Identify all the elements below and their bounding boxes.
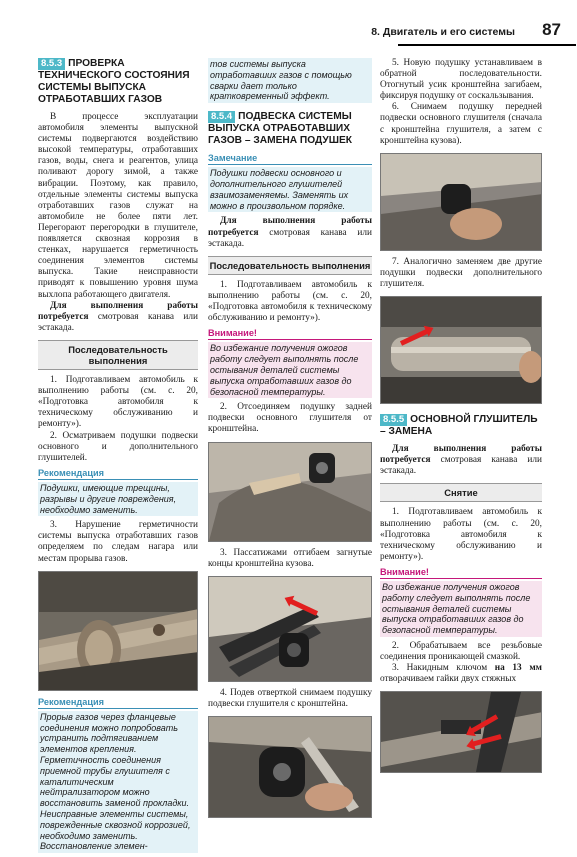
column-3: [380, 58, 542, 779]
rubber-mount-image: [209, 443, 372, 541]
note-text: Подушки подвески основного и дополнительного глушителей взаимозаменяемы. Заменять их можно в произвольном порядке.: [208, 167, 372, 212]
section-number: 8.5.5: [380, 414, 407, 426]
front-mount-image: [381, 154, 542, 250]
section-title: ОСНОВНОЙ ГЛУШИТЕЛЬ – ЗАМЕНА: [380, 414, 538, 438]
step-3: 3. Накидным ключом на 13 мм отворачиваем гайки двух стяжных: [380, 663, 542, 685]
section-heading-853: [38, 58, 198, 106]
recommendation-2-label: Рекомендация: [38, 697, 198, 709]
step-5: 5. Новую подушку устанавливаем в обратной последовательности. Отогнутый усик кронштейна загибаем, фиксируя подушку от соскальзывания.: [380, 58, 542, 102]
requirements-paragraph: Для выполнения работы потребуется смотровая канава или эстакада.: [208, 216, 372, 249]
page-number: 87: [542, 20, 561, 39]
section-number: 8.5.4: [208, 111, 235, 123]
recommendation-label: Рекомендация: [38, 468, 198, 480]
step-4: 4. Подев отверткой снимаем подушку подвески глушителя с кронштейна.: [208, 687, 372, 709]
chapter-title: 8. Двигатель и его системы: [371, 26, 515, 38]
sequence-heading: Последовательность выполнения: [38, 340, 198, 370]
step-2: 2. Обрабатываем все резьбовые соединения проникающей смазкой.: [380, 640, 542, 663]
clamp-photo: [380, 691, 542, 773]
page-header: [0, 20, 577, 42]
requirements-paragraph: Для выполнения работы потребуется смотровая канава или эстакада.: [38, 300, 198, 333]
continued-recommendation: тов системы выпуска отработавших газов с помощью сварки дает только кратковременный эффект.: [208, 58, 372, 103]
step-1: 1. Подготавливаем автомобиль к выполнению работы (см. с. 20, «Подготовка автомобиля к техническому обслуживанию и ремонту»).: [208, 279, 372, 324]
section-title: ПРОВЕРКА ТЕХНИЧЕСКОГО СОСТОЯНИЯ СИСТЕМЫ ВЫПУСКА ОТРАБОТАВШИХ ГАЗОВ: [38, 58, 190, 105]
screwdriver-image: [209, 717, 372, 817]
warning-text: Во избежание получения ожогов работу следует выполнять после остывания деталей системы выпуска отработавших газов до безопасной температуры.: [208, 342, 372, 398]
section-heading-855: [380, 414, 542, 438]
step-1: 1. Подготавливаем автомобиль к выполнению работы (см. с. 20, «Подготовка автомобиля к техническому обслуживанию и ремонту»).: [38, 375, 198, 430]
section-number: 8.5.3: [38, 58, 65, 70]
muffler-photo: [380, 296, 542, 404]
recommendation-2-text: Прорыв газов через фланцевые соединения можно попробовать устранить подтягиванием элементов крепления. Герметичность соединения приемной трубы глушителя с каталитическим нейтрализатором можно восстановить заменой прокладки. Неисправные элементы системы, поврежденные сквозной коррозией, необходимо заменить. Восстановление элемен-: [38, 711, 198, 853]
removal-heading: Снятие: [380, 483, 542, 502]
step-3: 3. Нарушение герметичности системы выпуска отработавших газов определяем по следам нагара или местам прорыва газов.: [38, 520, 198, 564]
step-3: 3. Пассатижами отгибаем загнутые концы кронштейна кузова.: [208, 547, 372, 569]
intro-paragraph: В процессе эксплуатации автомобиля элементы выпускной системы подвергаются воздействию высокой температуры, отработавших газов, воды, снега и реагентов, улица поливают дорогу зимой, а также вибрации. Поэтому, как правило, отдельные элементы системы выпуска отработавших газов служат на автомобиле не более пяти лет. Перегорают перегородки в глушителе, появляется сквозная коррозия в стенках, нарушается герметичность соединения элементов системы выпуска. Такие неисправности приводят к повышению уровня шума выхлопа работающего двигателя.: [38, 112, 198, 300]
screwdriver-photo: [208, 716, 372, 818]
requirements-paragraph: Для выполнения работы потребуется смотровая канава или эстакада.: [380, 444, 542, 477]
pliers-image: [209, 577, 372, 681]
step-7: 7. Аналогично заменяем две другие подушки подвески дополнительного глушителя.: [380, 256, 542, 289]
header-rule: [398, 44, 576, 46]
front-mount-photo: [380, 153, 542, 251]
section-heading-854: [208, 111, 372, 147]
column-2: [208, 58, 372, 824]
warning-label: Внимание!: [208, 328, 372, 340]
clamp-image: [381, 692, 542, 772]
warning-label: Внимание!: [380, 567, 542, 579]
exhaust-pipe-image: [39, 572, 198, 690]
rubber-mount-photo: [208, 442, 372, 542]
recommendation-text: Подушки, имеющие трещины, разрывы и другие повреждения, необходимо заменить.: [38, 482, 198, 516]
step-6: 6. Снимаем подушку передней подвески основного глушителя (сначала с кронштейна глушителя, а затем с кронштейна кузова).: [380, 102, 542, 146]
section-title: ПОДВЕСКА СИСТЕМЫ ВЫПУСКА ОТРАБОТАВШИХ ГАЗОВ – ЗАМЕНА ПОДУШЕК: [208, 111, 352, 147]
muffler-image: [381, 297, 542, 403]
sequence-heading: Последовательность выполнения: [208, 256, 372, 275]
step-1: 1. Подготавливаем автомобиль к выполнению работы (см. с. 20, «Подготовка автомобиля к техническому обслуживанию и ремонту»).: [380, 507, 542, 562]
step-2: 2. Отсоединяем подушку задней подвески основного глушителя от кронштейна.: [208, 402, 372, 435]
step-2: 2. Осматриваем подушки подвески основного и дополнительного глушителей.: [38, 430, 198, 463]
warning-text: Во избежание получения ожогов работу следует выполнять после остывания деталей системы выпуска отработавших газов до безопасной температуры.: [380, 581, 542, 637]
column-1: [38, 58, 198, 857]
note-label: Замечание: [208, 153, 372, 165]
exhaust-pipe-photo: [38, 571, 198, 691]
pliers-photo: [208, 576, 372, 682]
